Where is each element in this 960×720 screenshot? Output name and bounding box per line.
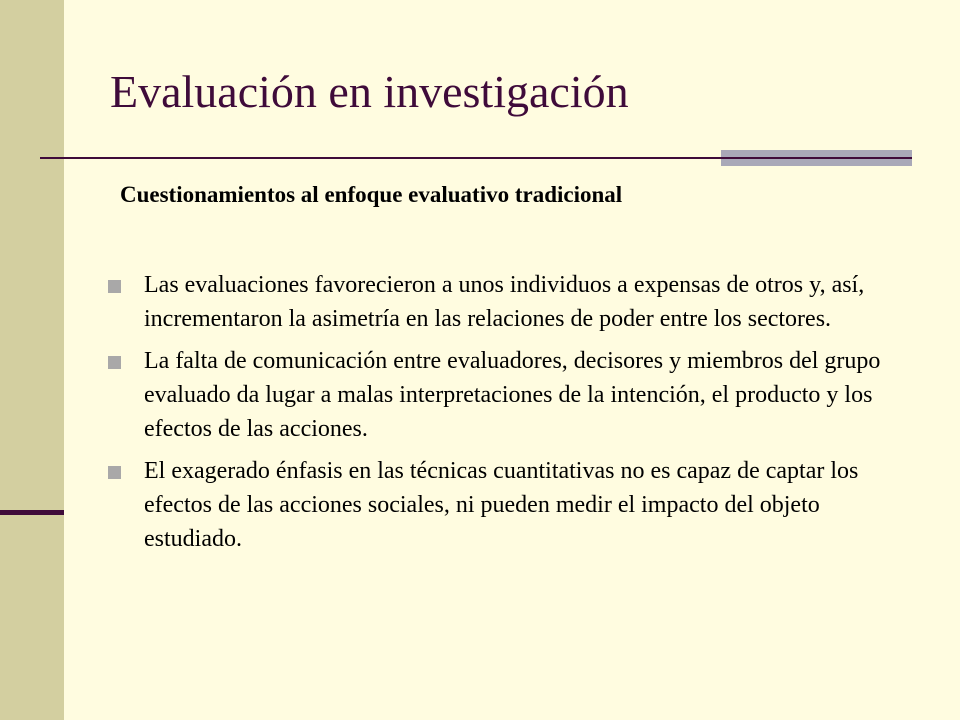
square-bullet-icon: [108, 356, 121, 369]
bullet-item: [144, 344, 914, 446]
side-band: [0, 0, 64, 720]
bullet-text: El exagerado énfasis en las técnicas cuantitativas no es capaz de captar los efectos de las acciones sociales, ni pueden medir el impacto del objeto estudiado.: [144, 458, 859, 552]
bullet-text: La falta de comunicación entre evaluadores, decisores y miembros del grupo evaluado da lugar a malas interpretaciones de la intención, el producto y los efectos de las acciones.: [144, 348, 881, 442]
divider-accent-bar: [721, 150, 912, 166]
bullet-item: [144, 454, 914, 556]
side-accent-bar: [0, 510, 64, 515]
slide-title: Evaluación en investigación: [110, 66, 629, 117]
slide-subtitle: Cuestionamientos al enfoque evaluativo tradicional: [120, 182, 623, 207]
square-bullet-icon: [108, 466, 121, 479]
bullet-item: [144, 268, 914, 336]
bullet-list: [144, 268, 914, 564]
square-bullet-icon: [108, 280, 121, 293]
divider-accent-line: [721, 157, 912, 159]
bullet-text: Las evaluaciones favorecieron a unos individuos a expensas de otros y, así, incrementaron la asimetría en las relaciones de poder entre los sectores.: [144, 272, 865, 332]
